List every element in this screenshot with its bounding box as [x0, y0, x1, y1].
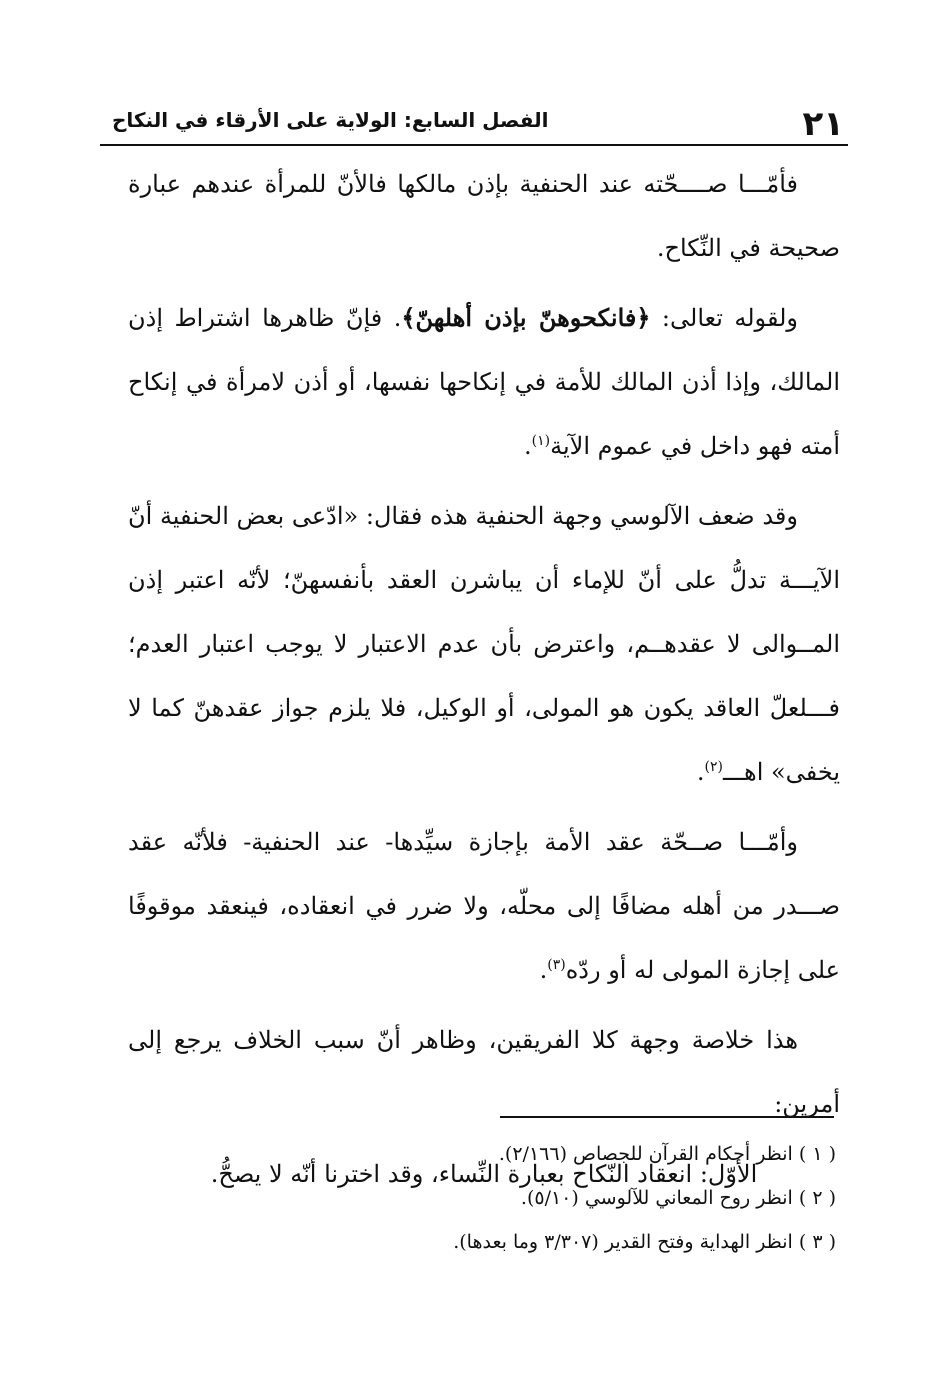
- paragraph-2-text: . فإنّ ظاهرها اشتراط إذن المالك، وإذا أذن المالك للأمة في إنكاحها نفسها، أو أذن لامرأة في إنكاح أمته فهو داخل في عموم الآية: [128, 304, 840, 460]
- paragraph-3-text: وقد ضعف الآلوسي وجهة الحنفية هذه فقال: «ادّعى بعض الحنفية أنّ الآيـــة تدلُّ على أنّ للإماء أن يباشرن العقد بأنفسهنّ؛ لأنّه اعتبر إذن المــوالى لا عقدهــم، واعترض بأن عدم الاعتبار لا يوجب اعتبار العدم؛ فـــلعلّ العاقد يكون هو المولى، أو الوكيل، فلا يلزم جواز عقدهنّ كما لا يخفى» اهـــ: [128, 502, 840, 786]
- footnote-ref-2[interactable]: (٢): [704, 759, 723, 775]
- paragraph-2: [128, 286, 840, 478]
- paragraph-6-text: الأوّل: انعقاد النّكاح بعبارة النِّساء، وقد اخترنا أنّه لا يصحُّ.: [210, 1160, 758, 1188]
- footnote-2: ( ٢ ) انظر روح المعاني للآلوسي (٥/١٠).: [520, 1187, 836, 1209]
- chapter-title: الفصل السابع: الولاية على الأرقاء في النكاح: [112, 108, 549, 132]
- footnote-separator: [500, 1116, 834, 1118]
- paragraph-3: [128, 484, 840, 804]
- paragraph-1: [128, 152, 840, 280]
- paragraph-2-intro: ولقوله تعالى:: [650, 304, 798, 332]
- main-text: [128, 152, 840, 1212]
- footnote-ref-1[interactable]: (١): [531, 433, 551, 449]
- paragraph-4: [128, 810, 840, 1002]
- footnote-ref-3[interactable]: (٣): [547, 957, 566, 973]
- page-number: ٢١: [802, 104, 844, 144]
- paragraph-4-text: وأمّـــا صــحّة عقد الأمة بإجازة سيِّدها- عند الحنفية- فلأنّه عقد صـــدر من أهله مضافًا إلى محلّه، ولا ضرر في انعقاده، فينعقد موقوفًا على إجازة المولى له أو ردّه: [128, 828, 840, 984]
- footnotes: [300, 1132, 836, 1264]
- quran-verse: ﴿فانكحوهنّ بإذن أهلهنّ﴾: [401, 303, 651, 332]
- paragraph-4-end: .: [539, 956, 548, 984]
- page-header: [100, 100, 848, 146]
- paragraph-2-end: .: [523, 432, 532, 460]
- paragraph-1-text: فأمّـــا صــــحّته عند الحنفية بإذن مالكها فالأنّ للمرأة عندهم عبارة صحيحة في النِّكاح.: [128, 170, 840, 262]
- paragraph-5-text: هذا خلاصة وجهة كلا الفريقين، وظاهر أنّ سبب الخلاف يرجع إلى أمرين:: [128, 1026, 840, 1118]
- footnote-3: ( ٣ ) انظر الهداية وفتح القدير (٣/٣٠٧ وما بعدها).: [453, 1231, 836, 1253]
- footnote-1: ( ١ ) انظر أحكام القرآن للجصاص (٢/١٦٦).: [498, 1143, 836, 1165]
- paragraph-3-end: .: [696, 758, 705, 786]
